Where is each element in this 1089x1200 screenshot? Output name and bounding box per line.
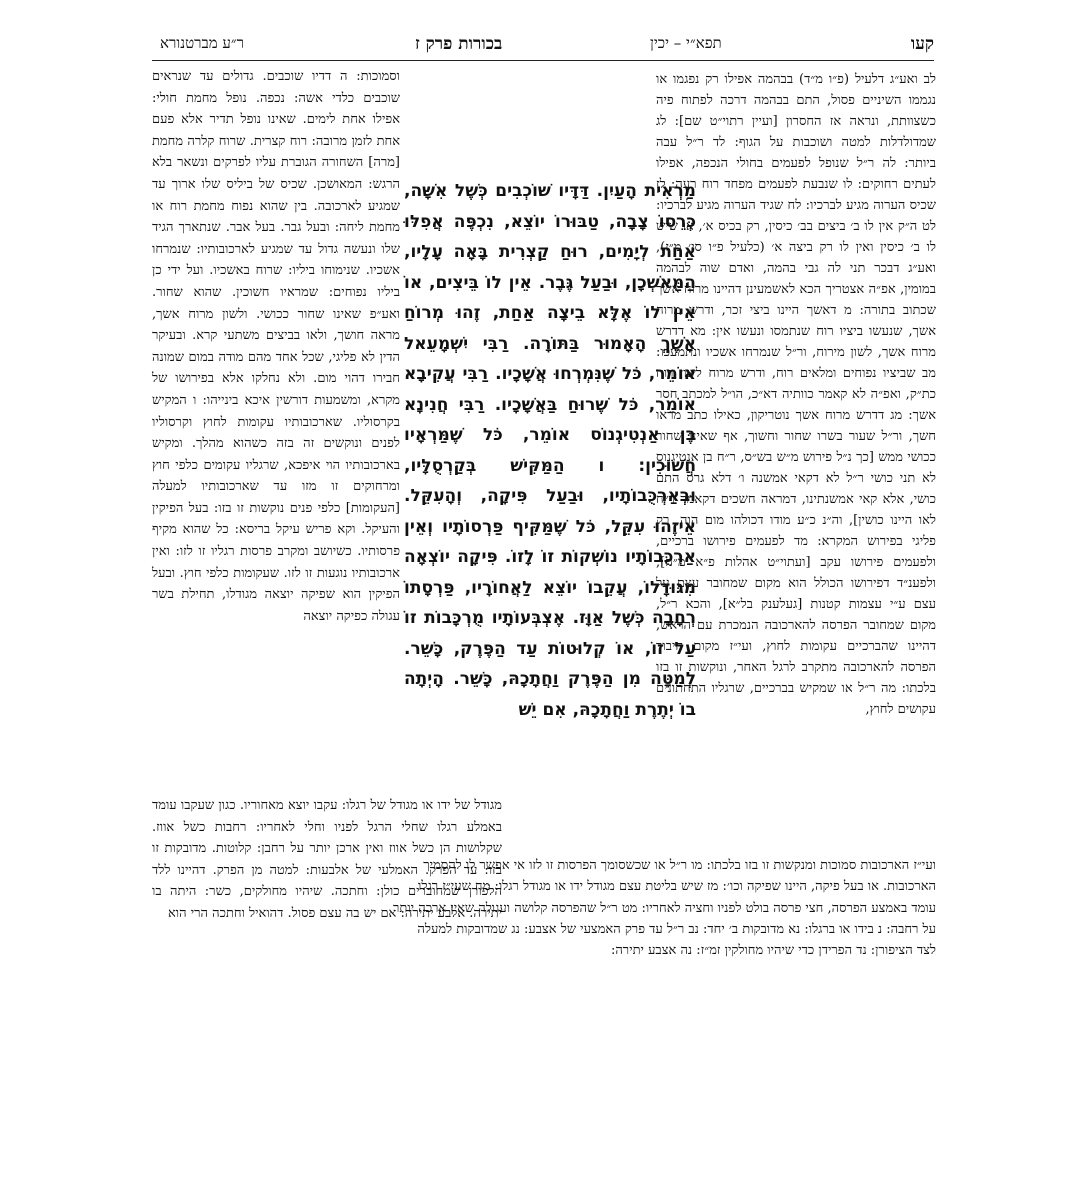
header-rule xyxy=(152,60,934,61)
commentary-label: ר״ע מברטנורא xyxy=(160,34,244,52)
bartenura-commentary-top: וסמוכות: ה דדיו שוכבים. גדולים עד שנראים שוכבים כלדי אשה: נכפה. נופל מחמת חולי: אפילו אחת לימים. שאינו נופל תדיר אלא פעם אחת לזמן מרובה: רוח קצרית. שרוח קלרה מחמת [מרה] השחורה הגוברת עליו לפרקים ונשאר בלא הרגש: המאושכן. שכיס של ביליס שלו ארוך עד שמגיע לארכובה. בין שהוא נפוח מחמת רוח או מחמת ליחה: ובעל גבר. בעל אבר. שנתארך הגיד שלו ונעשה גדול עד שמגיע לארכובותיו: שנמרחו אשכיו. שנימוחו ביליו: שרוח באשכיו. ועל ידי כן ביליו נפוחים: שמראיו חשוכין. שהוא שחור. ואע״פ שאינו שחור ככושי. ולשון מרוח אשך, מראה חושך, ולאו בביצים משתעי קרא. ובעיקר הדין לא פליגי, שכל אחד מהם מודה במום שמונה חבירו דהוי מום. ולא נחלקו אלא בפירושו של מקרא, ומשמעות דורשין איכא בינייהו: ו המקיש בקרסוליו. שארכובותיו עקומות לחוץ וקרסוליו לפנים ונוקשים זה בזה כשהוא מהלך. ומקיש בארכובותיו הוי איפכא, שרגליו עקומים כלפי חוץ ומרחוקים זו מזו עד שארכובותיו למעלה [העקומות] כלפי פנים נוקשות זו בזו: בעל הפיקין והעיקל. וקא פריש עיקל בריסא: כל שהוא מקיף פרסותיו. כשיושב ומקרב פרסות רגליו זו לזו: ואין ארכובותיו נוגעות זו לזו. שעקומות כלפי חוץ. ובעל הפיקין הוא שפיקה יוצאה מגודלו, תחילת בשר עגולה כפיקה יוצאה xyxy=(152,69,400,624)
footnotes-full-width xyxy=(152,855,936,961)
footnote-line: עומד באמצע הפרסה, חצי פרסה בולט לפניו וחציה לאחריו: מט ר״ל שהפרסה קלושה ועגולה שאין ארכה יותר xyxy=(393,900,936,916)
footnote-line: על רחבה: נ בידו או ברגלו: נא מדובקות ב׳ יחד: נב ר״ל עד פרק האמצעי של אצבע: נג שמדובקות למעלה xyxy=(417,921,936,937)
footnote-line: הארכובות. או בעל פיקה, היינו שפיקה וכו׳: מז שיש בליטת עצם מגודל ידו או מגודל רגלו: מח שעי״ז רגלו xyxy=(418,879,936,895)
page-reference: תפא״י – יכין xyxy=(650,34,722,52)
mishnah-text: מַרְאִית הָעַיִן. דַּדָּיו שׁוֹכְבִים כְּשֶׁל אִשָּׁה, כְּרֵסוֹ צָבָה, טַבּוּרוֹ יוֹצֵא, נִכְפֶּה אֲפִלּוּ אַחַת לְיָמִים, רוּחַ קַצְרִית בָּאָה עָלָיו, הַמַּאשְׁכָן, וּבַעַל גֶּבֶר. אֵין לוֹ בֵּיצִים, אוֹ אֵין לוֹ אֶלָּא בֵיצָה אַחַת, זֶהוּ מְרוֹחַ אָשֶׁךְ הָאָמוּר בַּתּוֹרָה. רַבִּי יִשְׁמָעֵאל אוֹמֵר, כֹּל שֶׁנִּמְרְחוּ אֲשָׁכָיו. רַבִּי עֲקִיבָא אוֹמֵר, כֹּל שֶׁרוּחַ בַּאֲשָׁכָיו. רַבִּי חֲנִינָא בֶּן אַנְטִיגְנוֹס אוֹמֵר, כֹּל שֶׁמַּרְאָיו חֲשׁוּכִין: ו הַמַּקִּישׁ בְּקַרְסֻלָּיו, וּבְאַרְכֻּבוֹתָיו, וּבַעַל פִּיקָה, וְהָעִקֵּל. אֵיזֶהוּ עִקֵּל, כֹּל שֶׁמַּקִּיף פַּרְסוֹתָיו וְאֵין אַרְכֻּבוֹתָיו נוֹשְׁקוֹת זוֹ לָזוֹ. פִּיקָה יוֹצְאָה מִגּוּדָלוֹ, עֲקֵבוֹ יוֹצֵא לַאֲחוֹרָיו, פַּרְסָתוֹ רְחָבָה כְּשֶׁל אַוָּז. אֶצְבְּעוֹתָיו מֻרְכָּבוֹת זוֹ עַל זוֹ, אוֹ קְלוּטוֹת עַד הַפֶּרֶק, כָּשֵׁר. לְמַטָּה מִן הַפֶּרֶק וַחֲתָכָהּ, כָּשֵׁר. הָיְתָה בוֹ יְתֶרֶת וַחֲתָכָהּ, אִם יֵשׁ xyxy=(404,181,696,720)
chapter-title: בכורות פרק ז xyxy=(415,34,503,54)
tiferet-yisrael-column: לב ואע״ג דלעיל (פ״ו מ״ד) בבהמה אפילו רק נפגמו או נגממו השיניים פסול, התם בבהמה דרכה לפתוח פיה כשצוותת, ונראה אז החסרון [ועיין רתוי״ט שם]: לג שמדולדלות למטה ושוכבות על הגוף: לד ר״ל עבה ביותר: לה ר״ל שנופל לפעמים בחולי הנכפה, אפילו לעתים רחוקים: לו שנבעת לפעמים מפחד רוח רעה: לז שכיס הערוה מגיע לברכיו: לח שגיד הערוה מגיע לברכיו: לט ה״ק אין לו ב׳ ביצים בב׳ כיסין, רק בכיס א׳, או שיש לו ב׳ כיסין ואין לו רק ביצה א׳ (כלעיל פ״ו סי׳ מ״ז), ואע״ג דבכר תני לה גבי בהמה, ואדם שוה לבהמה במומין, אפ״ה אצטריך הכא לאשמעינן דהיינו מרוח אשך שכתוב בתורה: מ דאשך היינו ביצי זכר, ודרש מרוח אשך, שנעשו ביציו רוח שנתמסו ונעשו אין: מא דדרש מרוח אשך, לשון מירוח, ור״ל שנמרחו אשכיו ונתמעכו: מב שביציו נפוחים ומלאים רוח, ודרש מרוח לשון רוח כת״ק, ואפ״ה לא קאמר כוותיה דא״כ, הו״ל למכתב חסר אשך: מג דדרש מרוח אשך נוטריקון, כאילו כתב מראו חשך, ור״ל שעור בשרו שחור וחשוך, אף שאינו שחור ככושי ממש [כך נ״ל פירוש מ״ש בש״ס, ר״ח בן אנטיגנוס לא תני כושי ר״ל לא דקאי אמשנה ו׳ דלא גרס התם כושי, אלא קאי אמשנתינו, דמראה חשכים דקאמר ר״ח לאו היינו כושין], וה״נ כ״ע מודו דכולהו מום הוה, רק פליגי בפירוש המקרא: מד לפעמים פירושו ברכיים, ולפעמים פירושו עקב [ועתוי״ט אהלות פ״א מ״ח], ולפענ״ד דפירושו הכולל הוא מקום שמחובר עצם על עצם ע״י עצמות קטנות [געלענק בל״א], והכא ר״ל, מקום שמחובר הפרסה להארכובה הנמכרת עם הראש, דהיינו שהברכיים עקומות לחוץ, ועי״ז מקום חיבור הפרסה להארכובה מתקרב לרגל האחר, ונוקשות זו בזו בלכתו: מה ר״ל או שמקיש בברכיים, שרגליו התחתונים עקושים לחוץ, xyxy=(656,72,936,717)
page-number: קעו xyxy=(910,34,934,54)
bartenura-commentary-bottom: מגודל של ידו או מגודל של רגלו: עקבו יוצא מאחוריו. כגון שעקבו עומד באמלע רגלו שחלי הרגל לפניו וחלי לאחריו: רחבות כשל אווז. שקלושות הן כשל אווז ואין ארכן יותר על רחבן: קלוטות. מדובקות זו בזו: עד הפרק. האמלעי של אלבעות: למטה מן הפרק. דהיינו ללד הלפורן שמחוברים כולן: וחתכה. שיהיו מחולקים, כשר: היתה בו יתירה. אלבע יתירה: אם יש בה עצם פסול. דהואיל וחתכה הרי הוא xyxy=(152,798,502,921)
footnote-line: לצד הציפורן: נד הפרידן כדי שיהיו מחולקין זמ״ז: נה אצבע יתירה: xyxy=(610,943,936,959)
footnote-line: ועי״ז הארכובות סמוכות ומנקשות זו בזו בלכתו: מו ר״ל או שכשסומך הפרסות זו לזו אי אפשר לו להסמיך xyxy=(423,858,936,873)
